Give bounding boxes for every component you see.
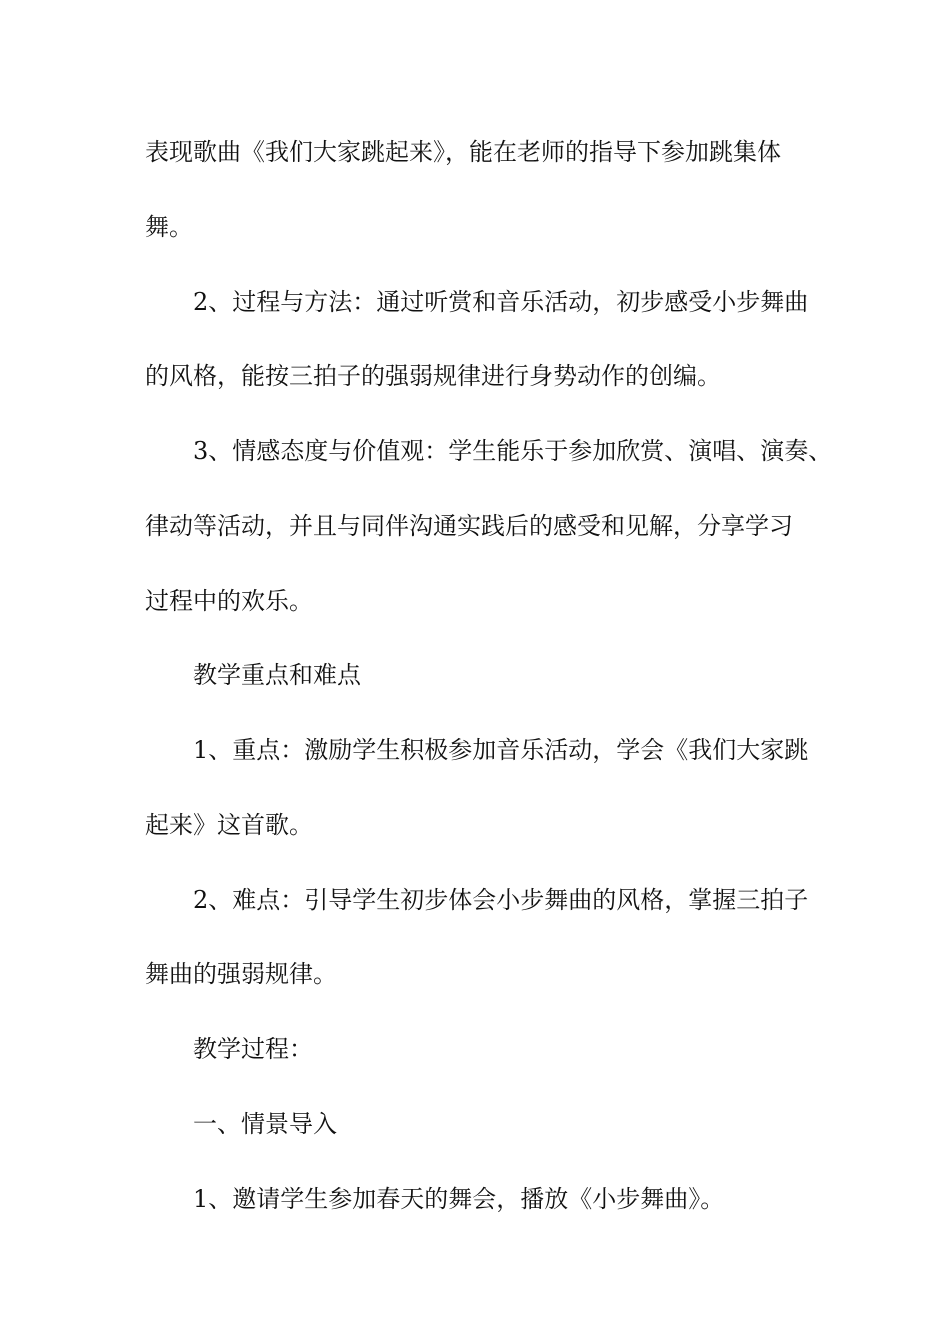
text-line-11: 2、难点：引导学生初步体会小步舞曲的风格，掌握三拍子 [193, 886, 809, 914]
text-line-1: 表现歌曲《我们大家跳起来》，能在老师的指导下参加跳集体 [145, 138, 781, 166]
section-heading-process: 教学过程： [193, 1035, 313, 1063]
text-line-2: 舞。 [145, 213, 193, 241]
section-heading-key-points: 教学重点和难点 [193, 661, 361, 689]
text-line-3: 2、过程与方法：通过听赏和音乐活动，初步感受小步舞曲 [193, 288, 809, 316]
text-line-7: 过程中的欢乐。 [145, 587, 313, 615]
text-line-6: 律动等活动，并且与同伴沟通实践后的感受和见解，分享学习 [145, 512, 793, 540]
text-line-10: 起来》这首歌。 [145, 811, 313, 839]
subsection-heading-intro: 一、情景导入 [193, 1110, 337, 1138]
text-line-9: 1、重点：激励学生积极参加音乐活动，学会《我们大家跳 [193, 736, 809, 764]
text-line-5: 3、情感态度与价值观：学生能乐于参加欣赏、演唱、演奏、 [193, 437, 833, 465]
text-line-4: 的风格，能按三拍子的强弱规律进行身势动作的创编。 [145, 362, 721, 390]
text-line-15: 1、邀请学生参加春天的舞会，播放《小步舞曲》。 [193, 1185, 725, 1213]
text-line-12: 舞曲的强弱规律。 [145, 960, 337, 988]
